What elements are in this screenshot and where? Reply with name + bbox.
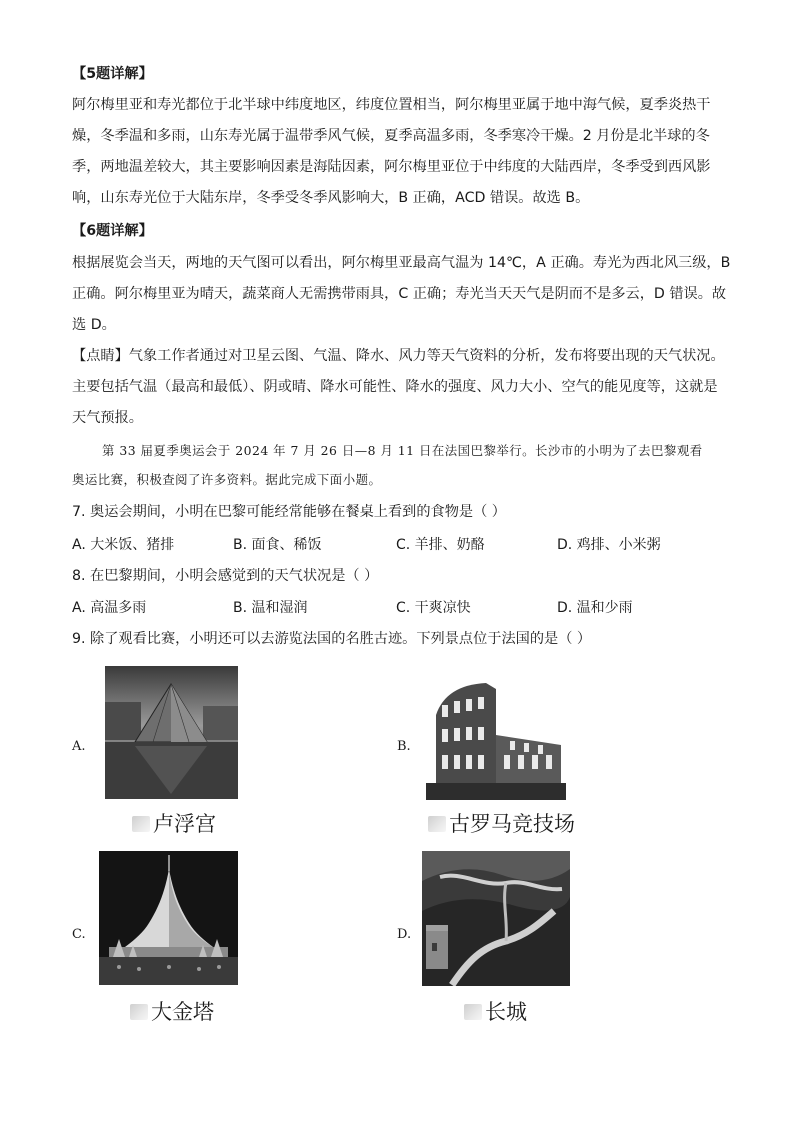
image-placeholder-icon <box>428 816 446 832</box>
q9-stem: 9. 除了观看比赛，小明还可以去游览法国的名胜古迹。下列景点位于法国的是（ ） <box>72 631 592 647</box>
great-wall-photo[interactable] <box>422 851 570 986</box>
q6-line-3: 选 D。 <box>72 317 116 333</box>
q6-line-2: 正确。阿尔梅里亚为晴天，蔬菜商人无需携带雨具，C 正确；寿光当天天气是阴而不是多云，D 错误。故 <box>72 286 727 302</box>
intro-line-1: 第 33 届夏季奥运会于 2024 年 7 月 26 日—8 月 11 日在法国巴黎举行。长沙市的小明为了去巴黎观看 <box>102 443 703 458</box>
colosseum-photo[interactable] <box>426 675 566 800</box>
q5-header: 【5题详解】 <box>72 66 153 82</box>
q7-option-d[interactable]: D. 鸡排、小米粥 <box>557 537 661 553</box>
q8-option-d[interactable]: D. 温和少雨 <box>557 600 633 616</box>
tip-line-2: 主要包括气温（最高和最低）、阴或晴、降水可能性、降水的强度、风力大小、空气的能见度等，这就是 <box>72 379 718 395</box>
q8-option-b[interactable]: B. 温和湿润 <box>233 600 308 616</box>
q5-line-2: 燥，冬季温和多雨，山东寿光属于温带季风气候，夏季高温多雨，冬季寒冷干燥。2 月份是北半球的冬 <box>72 128 710 144</box>
tip-line-3: 天气预报。 <box>72 410 143 426</box>
louvre-caption-text: 卢浮宫 <box>153 812 216 836</box>
q8-stem: 8. 在巴黎期间，小明会感觉到的天气状况是（ ） <box>72 568 379 584</box>
q9-option-c-letter[interactable]: C. <box>72 927 86 942</box>
pagoda-caption-text: 大金塔 <box>151 1000 214 1024</box>
q7-option-a[interactable]: A. 大米饭、猪排 <box>72 537 175 553</box>
q9-option-d-caption <box>464 996 527 1026</box>
q8-option-c[interactable]: C. 干爽凉快 <box>396 600 471 616</box>
q5-line-1: 阿尔梅里亚和寿光都位于北半球中纬度地区，纬度位置相当，阿尔梅里亚属于地中海气候，夏季炎热干 <box>72 97 711 113</box>
q9-option-a-letter[interactable]: A. <box>72 739 86 754</box>
louvre-pyramid-photo[interactable] <box>105 666 238 799</box>
golden-pagoda-photo[interactable] <box>99 851 238 985</box>
q7-option-b[interactable]: B. 面食、稀饭 <box>233 537 322 553</box>
q9-option-a-caption <box>132 808 216 838</box>
image-placeholder-icon <box>130 1004 148 1020</box>
image-placeholder-icon <box>132 816 150 832</box>
q7-stem: 7. 奥运会期间，小明在巴黎可能经常能够在餐桌上看到的食物是（ ） <box>72 504 506 520</box>
q5-line-3: 季，两地温差较大，其主要影响因素是海陆因素，阿尔梅里亚位于中纬度的大陆西岸，冬季受到西风影 <box>72 159 711 175</box>
great-wall-caption-text: 长城 <box>485 1000 527 1024</box>
q8-option-a[interactable]: A. 高温多雨 <box>72 600 147 616</box>
q7-option-c[interactable]: C. 羊排、奶酪 <box>396 537 485 553</box>
intro-line-2: 奥运比赛，积极查阅了许多资料。据此完成下面小题。 <box>72 472 382 487</box>
q9-option-b-letter[interactable]: B. <box>397 739 411 754</box>
q9-option-d-letter[interactable]: D. <box>397 927 412 942</box>
image-placeholder-icon <box>464 1004 482 1020</box>
q9-option-c-caption <box>130 996 214 1026</box>
colosseum-caption-text: 古罗马竞技场 <box>449 812 575 836</box>
q6-line-1: 根据展览会当天，两地的天气图可以看出，阿尔梅里亚最高气温为 14℃，A 正确。寿光为西北风三级，B <box>72 255 731 271</box>
q6-header: 【6题详解】 <box>72 223 153 239</box>
tip-line-1: 【点睛】气象工作者通过对卫星云图、气温、降水、风力等天气资料的分析，发布将要出现的天气状况。 <box>72 348 725 364</box>
q9-option-b-caption <box>428 808 575 838</box>
q5-line-4: 响，山东寿光位于大陆东岸，冬季受冬季风影响大，B 正确，ACD 错误。故选 B。 <box>72 190 590 206</box>
